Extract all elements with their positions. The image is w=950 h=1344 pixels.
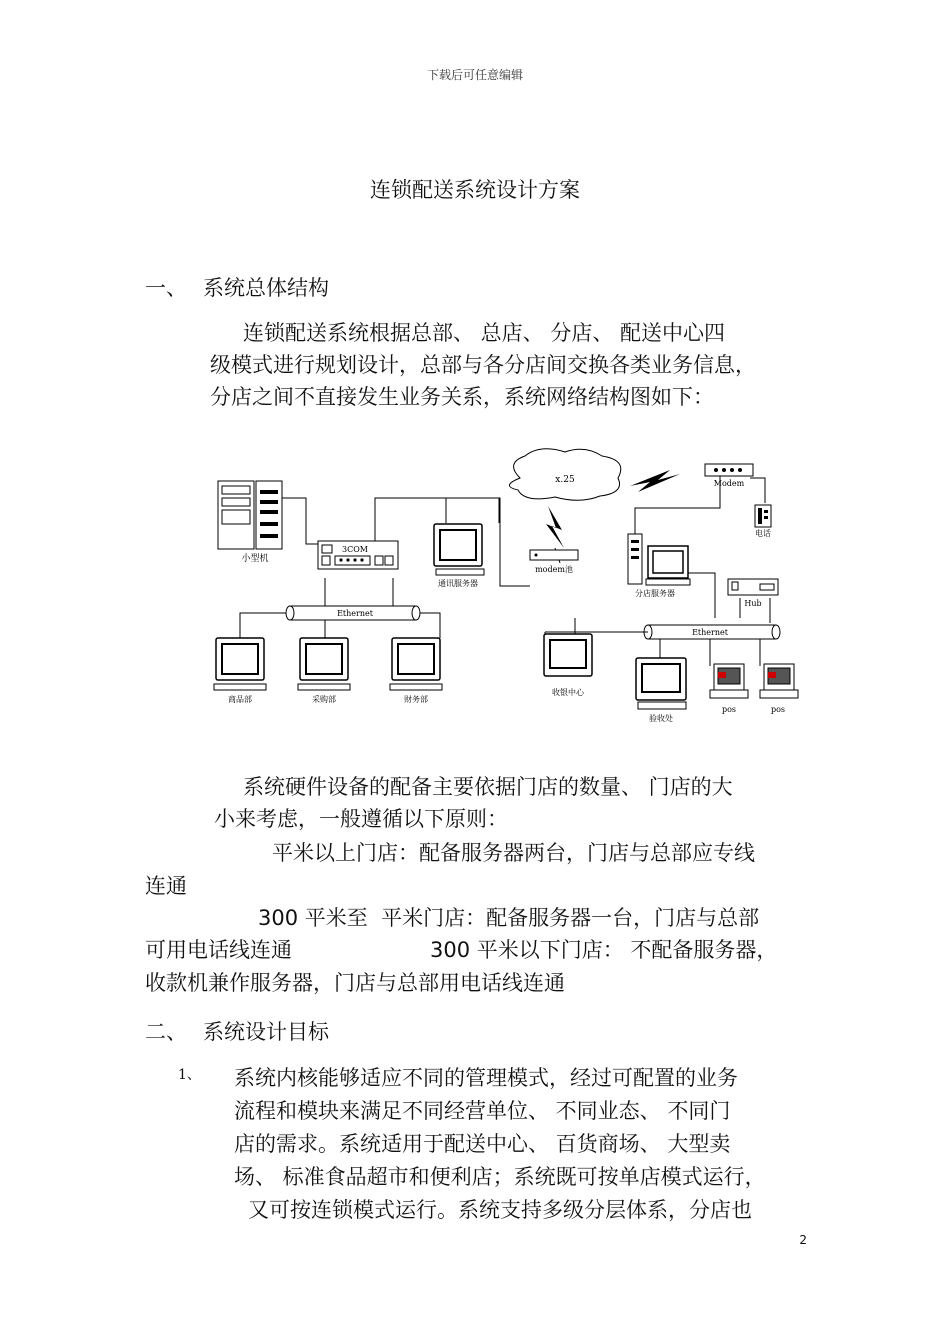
receiving-workstation-icon [636, 658, 686, 709]
pos-terminal-icon [710, 664, 748, 698]
page-number: 2 [799, 1233, 807, 1247]
goods-dept-label: 商品部 [228, 695, 252, 704]
section-number: 二、 [145, 1020, 187, 1044]
hub-icon [728, 579, 778, 595]
paragraph-line: 平米以上门店：配备服务器两台，门店与总部应专线 [272, 841, 755, 865]
pos-label: pos [721, 705, 737, 714]
minicomputer-icon [218, 481, 282, 549]
phone-icon [755, 505, 771, 527]
section-title: 系统设计目标 [203, 1020, 329, 1044]
minicomputer-label: 小型机 [241, 554, 269, 564]
cashier-center-label: 收银中心 [552, 688, 584, 697]
ethernet-left-label: Ethernet [337, 609, 373, 618]
paragraph-line: 分店之间不直接发生业务关系，系统网络结构图如下： [210, 385, 714, 409]
list-item-line: 场、 标准食品超市和便利店；系统既可按单店模式运行， [234, 1165, 766, 1189]
cloud-label: x.25 [555, 475, 575, 485]
hub-label: Hub [744, 599, 762, 608]
modem-pool-label: modem池 [535, 565, 573, 574]
comm-server-icon [434, 524, 484, 575]
section-heading-2 [145, 1016, 329, 1046]
pos-label: pos [770, 705, 786, 714]
paragraph-line: 小来考虑，一般遵循以下原则： [214, 807, 508, 831]
wireless-link-icon [546, 506, 564, 548]
paragraph-line: 收款机兼作服务器，门店与总部用电话线连通 [145, 971, 565, 995]
paragraph-line: 系统硬件设备的配备主要依据门店的数量、 门店的大 [243, 775, 733, 799]
goods-dept-workstation-icon [214, 638, 266, 690]
paragraph-line: 300 平米至 平米门店：配备服务器一台，门店与总部 [258, 906, 760, 930]
list-item-line: 流程和模块来满足不同经营单位、 不同业态、 不同门 [234, 1099, 731, 1123]
section-heading-1 [145, 272, 329, 302]
branch-server-icon [628, 534, 690, 585]
ethernet-right-label: Ethernet [692, 628, 728, 637]
receiving-label: 验收处 [649, 714, 673, 723]
header-note: 下载后可任意编辑 [426, 68, 523, 82]
section-title: 系统总体结构 [203, 276, 329, 300]
modem-pool-icon [530, 550, 578, 560]
section-number: 一、 [145, 276, 187, 300]
wireless-link-icon [630, 470, 680, 492]
paragraph-line: 可用电话线连通 [145, 938, 292, 962]
branch-server-label: 分店服务器 [635, 589, 675, 598]
finance-dept-label: 财务部 [404, 695, 428, 704]
paragraph-line: 300 平米以下门店： 不配备服务器， [430, 938, 778, 962]
comm-server-label: 通讯服务器 [438, 579, 478, 588]
switch-label: 3COM [342, 545, 368, 554]
document-title: 连锁配送系统设计方案 [370, 178, 580, 202]
list-item-number: 1、 [178, 1067, 201, 1083]
phone-label: 电话 [755, 529, 771, 538]
paragraph-line: 级模式进行规划设计，总部与各分店间交换各类业务信息， [210, 353, 756, 377]
purchase-dept-workstation-icon [298, 638, 350, 690]
modem-icon [705, 464, 753, 476]
network-diagram [200, 448, 800, 738]
finance-dept-workstation-icon [390, 638, 442, 690]
pos-terminal-icon [760, 664, 798, 698]
list-item-line: 又可按连锁模式运行。系统支持多级分层体系，分店也 [248, 1198, 752, 1222]
list-item-line: 店的需求。系统适用于配送中心、 百货商场、 大型卖 [234, 1132, 731, 1156]
list-item-line: 系统内核能够适应不同的管理模式，经过可配置的业务 [234, 1066, 738, 1090]
purchase-dept-label: 采购部 [312, 695, 336, 704]
paragraph-line: 连锁配送系统根据总部、 总店、 分店、 配送中心四 [243, 321, 726, 345]
cashier-center-workstation-icon [544, 634, 592, 676]
modem-label: Modem [713, 479, 745, 488]
paragraph-line: 连通 [145, 874, 187, 898]
